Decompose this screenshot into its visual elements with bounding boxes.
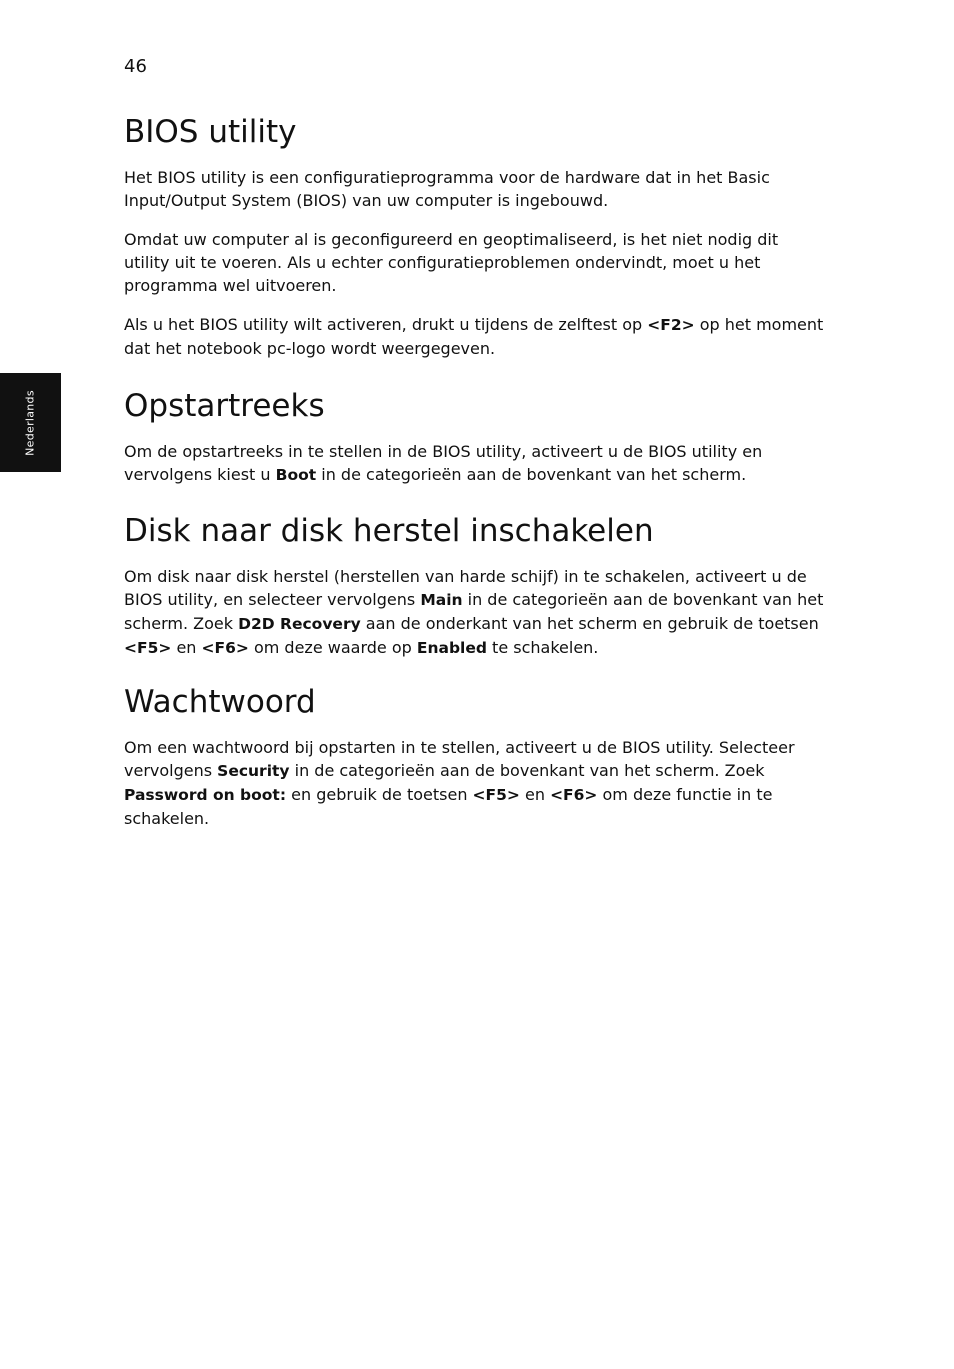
section-title: Wachtwoord <box>124 684 316 720</box>
key-label: <F2> <box>647 316 695 334</box>
menu-term: Main <box>420 591 463 609</box>
paragraph: Om disk naar disk herstel (herstellen van harde schijf) in te schakelen, activeert u de BIOS utility, en selecteer vervolgens Main in de categorieën aan de bovenkant van het scherm. Zoek D2D Recovery aan de onderkant van het scherm en gebruik de toetsen <F5> en <F6> om deze waarde op Enabled te schakelen. <box>124 567 824 657</box>
section-wachtwoord <box>124 682 824 830</box>
menu-term: D2D Recovery <box>238 615 361 633</box>
paragraph: Als u het BIOS utility wilt activeren, drukt u tijdens de zelftest op <F2> op het moment dat het notebook pc-logo wordt weergegeven. <box>124 315 824 358</box>
menu-term: Security <box>217 762 290 780</box>
key-label: <F6> <box>550 786 598 804</box>
side-tab-label: Nederlands <box>23 389 37 456</box>
page-number: 46 <box>124 56 147 77</box>
menu-term: Password on boot: <box>124 786 287 804</box>
section-bios-utility <box>124 112 824 360</box>
paragraph: Om een wachtwoord bij opstarten in te stellen, activeert u de BIOS utility. Selecteer vervolgens Security in de categorieën aan de bovenkant van het scherm. Zoek Password on boot: en gebruik de toetsen <F5> en <F6> om deze functie in te schakelen. <box>124 738 795 828</box>
section-title: Opstartreeks <box>124 388 325 424</box>
menu-term: Enabled <box>416 639 487 657</box>
page-content <box>124 112 824 846</box>
menu-term: Boot <box>275 466 317 484</box>
key-label: <F5> <box>124 639 172 657</box>
paragraph: Het BIOS utility is een configuratieprogramma voor de hardware dat in het Basic Input/Output System (BIOS) van uw computer is ingebouwd. <box>124 168 770 210</box>
section-title: BIOS utility <box>124 114 297 150</box>
section-disk-herstel <box>124 511 824 660</box>
language-side-tab <box>0 373 61 472</box>
key-label: <F5> <box>472 786 520 804</box>
section-opstartreeks <box>124 386 824 487</box>
section-title: Disk naar disk herstel inschakelen <box>124 513 654 549</box>
paragraph: Omdat uw computer al is geconfigureerd en geoptimaliseerd, is het niet nodig dit utility uit te voeren. Als u echter configuratieproblemen ondervindt, moet u het programma wel uitvoeren. <box>124 230 779 295</box>
key-label: <F6> <box>201 639 249 657</box>
paragraph: Om de opstartreeks in te stellen in de BIOS utility, activeert u de BIOS utility en vervolgens kiest u Boot in de categorieën aan de bovenkant van het scherm. <box>124 442 763 484</box>
